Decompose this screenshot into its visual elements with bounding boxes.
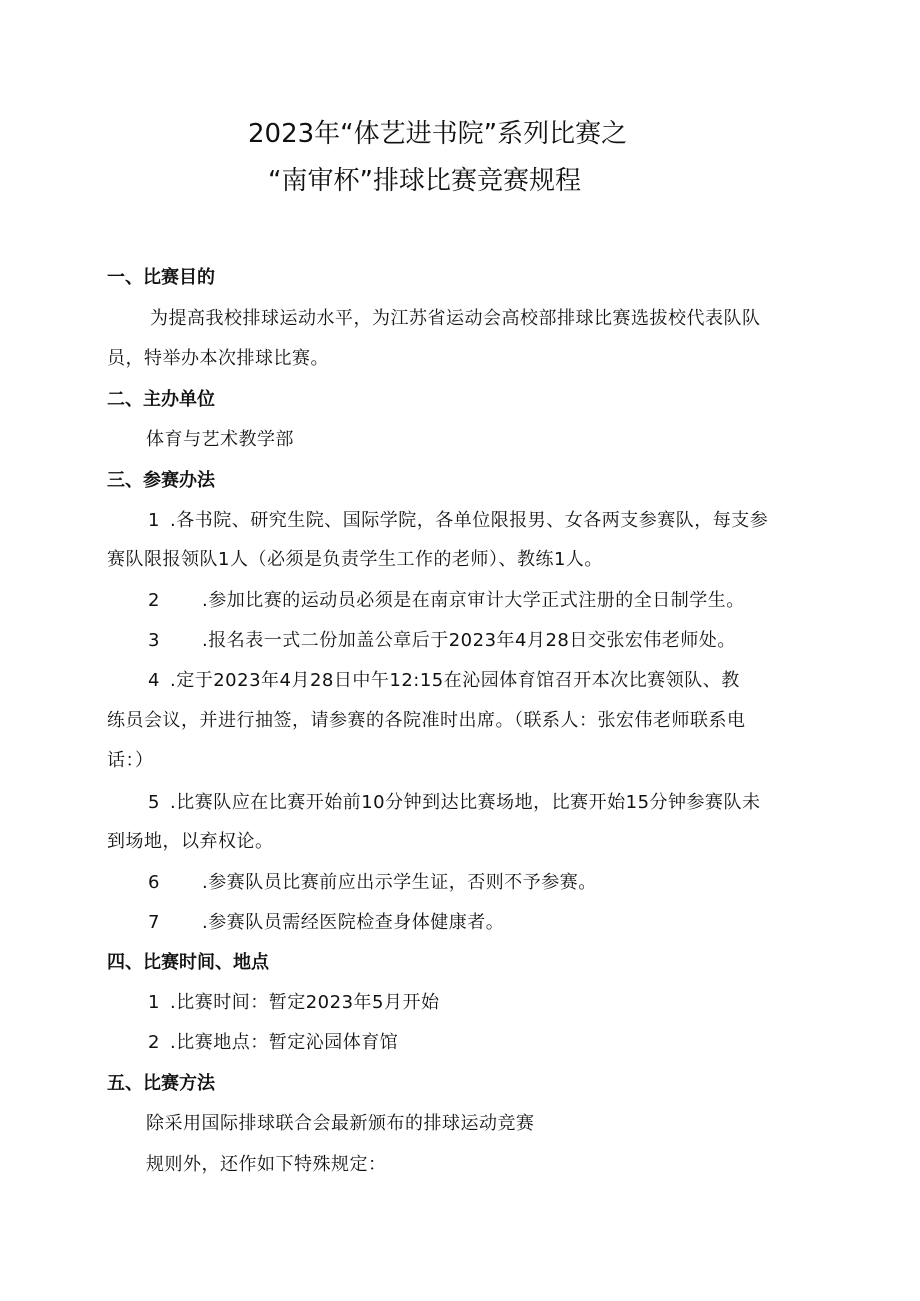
section-2-text: 体育与艺术教学部 <box>146 429 294 450</box>
item-number: 6 <box>148 872 160 893</box>
item-text: .比赛地点：暂定沁园体育馆 <box>170 1032 399 1053</box>
item-text: .参加比赛的运动员必须是在南京审计大学正式注册的全日制学生。 <box>202 590 745 611</box>
item-number: 1 <box>148 992 160 1013</box>
item-number: 7 <box>148 912 160 933</box>
list-item <box>148 626 736 652</box>
list-item <box>148 1028 398 1054</box>
section-3-heading: 三、参赛办法 <box>107 470 215 491</box>
list-item-continuation: 赛队限报领队1人（必须是负责学生工作的老师）、教练1人。 <box>107 549 603 570</box>
item-text: .参赛队员比赛前应出示学生证，否则不予参赛。 <box>202 872 597 893</box>
section-4-heading: 四、比赛时间、地点 <box>107 952 269 973</box>
section-1-paragraph-line-2: 员，特举办本次排球比赛。 <box>107 348 329 369</box>
item-text: .定于2023年4月28日中午12:15在沁园体育馆召开本次比赛领队、教 <box>170 670 740 691</box>
item-number: 2 <box>148 1032 160 1053</box>
list-item <box>148 788 761 814</box>
item-text: .报名表一式二份加盖公章后于2023年4月28日交张宏伟老师处。 <box>202 630 736 651</box>
list-item <box>148 586 745 612</box>
section-2-heading: 二、主办单位 <box>107 389 215 410</box>
list-item <box>148 988 439 1014</box>
list-item <box>148 666 740 692</box>
section-5-line-1: 除采用国际排球联合会最新颁布的排球运动竞赛 <box>146 1113 535 1134</box>
list-item <box>148 506 768 532</box>
list-item-continuation: 话：） <box>107 750 154 771</box>
list-item <box>148 908 504 934</box>
item-number: 3 <box>148 630 160 651</box>
item-number: 2 <box>148 590 160 611</box>
section-5-line-2: 规则外，还作如下特殊规定： <box>146 1154 387 1175</box>
item-number: 1 <box>148 510 160 531</box>
item-number: 4 <box>148 670 160 691</box>
section-1-paragraph-line-1: 为提高我校排球运动水平，为江苏省运动会高校部排球比赛选拔校代表队队 <box>150 308 761 329</box>
title-line-1: 2023年“体艺进书院”系列比赛之 <box>248 119 628 149</box>
list-item-continuation: 练员会议，并进行抽签，请参赛的各院准时出席。（联系人：张宏伟老师联系电 <box>107 710 746 731</box>
section-1-heading: 一、比赛目的 <box>107 267 215 288</box>
section-5-heading: 五、比赛方法 <box>107 1073 215 1094</box>
item-text: .各书院、研究生院、国际学院，各单位限报男、女各两支参赛队，每支参 <box>170 510 769 531</box>
item-text: .比赛时间：暂定2023年5月开始 <box>170 992 440 1013</box>
list-item <box>148 868 597 894</box>
item-text: .参赛队员需经医院检查身体健康者。 <box>202 912 505 933</box>
title-line-2: “南审杯”排球比赛竞赛规程 <box>268 166 581 196</box>
list-item-continuation: 到场地，以弃权论。 <box>107 831 274 852</box>
item-text: .比赛队应在比赛开始前10分钟到达比赛场地，比赛开始15分钟参赛队未 <box>170 792 761 813</box>
item-number: 5 <box>148 792 160 813</box>
